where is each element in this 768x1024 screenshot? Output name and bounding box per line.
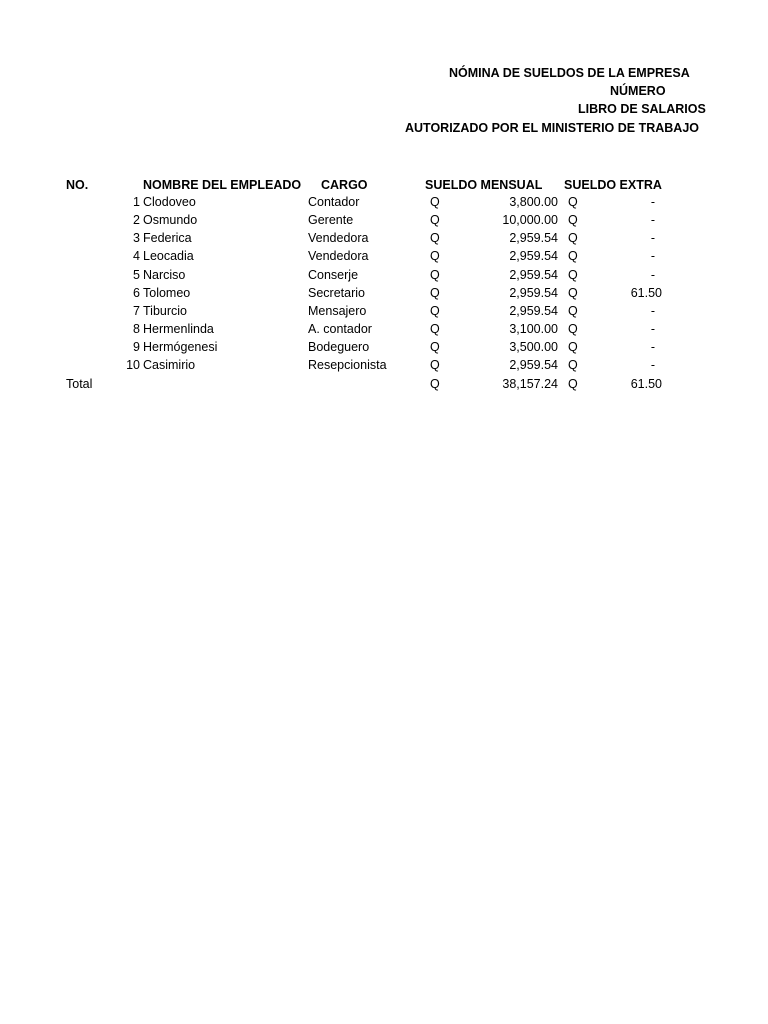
column-header-no[interactable]: NO.	[66, 178, 89, 192]
cell-cargo[interactable]: Vendedora	[308, 249, 369, 263]
table-total-row	[0, 375, 768, 393]
cell-currency-extra: Q	[568, 304, 578, 318]
cell-currency-sueldo: Q	[430, 286, 440, 300]
cell-currency-extra: Q	[568, 231, 578, 245]
cell-currency-extra: Q	[568, 322, 578, 336]
column-header-sueldo-extra[interactable]: SUELDO EXTRA	[564, 178, 662, 192]
cell-sueldo-extra[interactable]: -	[650, 304, 655, 318]
cell-sueldo-mensual[interactable]: 10,000.00	[502, 213, 558, 227]
table-row	[0, 247, 768, 265]
cell-sueldo-extra[interactable]: -	[650, 195, 655, 209]
total-label[interactable]: Total	[66, 377, 93, 391]
cell-sueldo-mensual[interactable]: 2,959.54	[509, 304, 558, 318]
cell-currency-sueldo: Q	[430, 340, 440, 354]
report-header	[300, 64, 706, 144]
cell-no[interactable]: 10	[126, 358, 140, 372]
cell-currency-sueldo: Q	[430, 358, 440, 372]
cell-no[interactable]: 5	[133, 268, 140, 282]
cell-nombre[interactable]: Narciso	[143, 268, 186, 282]
cell-currency-extra: Q	[568, 213, 578, 227]
table-row	[0, 302, 768, 320]
cell-sueldo-mensual[interactable]: 2,959.54	[509, 286, 558, 300]
cell-currency-sueldo: Q	[430, 249, 440, 263]
cell-nombre[interactable]: Clodoveo	[143, 195, 196, 209]
header-authorization: AUTORIZADO POR EL MINISTERIO DE TRABAJO	[405, 121, 700, 135]
cell-currency-extra: Q	[568, 358, 578, 372]
table-row	[0, 284, 768, 302]
cell-no[interactable]: 9	[133, 340, 140, 354]
cell-sueldo-mensual[interactable]: 3,800.00	[509, 195, 558, 209]
total-currency-sueldo: Q	[430, 377, 440, 391]
cell-cargo[interactable]: Secretario	[308, 286, 365, 300]
cell-sueldo-mensual[interactable]: 2,959.54	[509, 231, 558, 245]
cell-sueldo-extra[interactable]: -	[650, 358, 655, 372]
cell-currency-extra: Q	[568, 340, 578, 354]
table-row	[0, 266, 768, 284]
cell-nombre[interactable]: Federica	[143, 231, 192, 245]
cell-currency-sueldo: Q	[430, 304, 440, 318]
cell-no[interactable]: 3	[133, 231, 140, 245]
column-header-sueldo-mensual[interactable]: SUELDO MENSUAL	[425, 178, 543, 192]
total-sueldo-extra[interactable]: 61.50	[630, 377, 662, 391]
cell-sueldo-mensual[interactable]: 2,959.54	[509, 249, 558, 263]
cell-sueldo-extra[interactable]: -	[650, 231, 655, 245]
header-number: NÚMERO	[610, 84, 666, 98]
cell-cargo[interactable]: Vendedora	[308, 231, 369, 245]
table-header-row	[0, 176, 768, 194]
cell-currency-sueldo: Q	[430, 231, 440, 245]
header-book: LIBRO DE SALARIOS	[578, 102, 706, 116]
cell-nombre[interactable]: Leocadia	[143, 249, 194, 263]
cell-sueldo-extra[interactable]: 61.50	[630, 286, 662, 300]
cell-nombre[interactable]: Casimirio	[143, 358, 196, 372]
cell-sueldo-extra[interactable]: -	[650, 322, 655, 336]
table-row	[0, 338, 768, 356]
cell-cargo[interactable]: Conserje	[308, 268, 359, 282]
cell-currency-extra: Q	[568, 286, 578, 300]
header-company-title: NÓMINA DE SUELDOS DE LA EMPRESA	[449, 66, 690, 80]
table-row	[0, 229, 768, 247]
cell-currency-extra: Q	[568, 268, 578, 282]
cell-no[interactable]: 7	[133, 304, 140, 318]
cell-nombre[interactable]: Osmundo	[143, 213, 198, 227]
total-sueldo-mensual[interactable]: 38,157.24	[502, 377, 558, 391]
cell-no[interactable]: 4	[133, 249, 140, 263]
cell-currency-sueldo: Q	[430, 268, 440, 282]
cell-cargo[interactable]: Contador	[308, 195, 360, 209]
cell-no[interactable]: 6	[133, 286, 140, 300]
cell-currency-sueldo: Q	[430, 213, 440, 227]
cell-nombre[interactable]: Tiburcio	[143, 304, 187, 318]
table-row	[0, 193, 768, 211]
table-row	[0, 356, 768, 374]
cell-cargo[interactable]: Resepcionista	[308, 358, 387, 372]
table-row	[0, 211, 768, 229]
cell-sueldo-mensual[interactable]: 3,500.00	[509, 340, 558, 354]
cell-nombre[interactable]: Tolomeo	[143, 286, 191, 300]
table-row	[0, 320, 768, 338]
cell-no[interactable]: 1	[133, 195, 140, 209]
cell-sueldo-mensual[interactable]: 2,959.54	[509, 268, 558, 282]
cell-cargo[interactable]: Mensajero	[308, 304, 367, 318]
cell-sueldo-extra[interactable]: -	[650, 268, 655, 282]
cell-cargo[interactable]: A. contador	[308, 322, 372, 336]
cell-sueldo-extra[interactable]: -	[650, 340, 655, 354]
cell-no[interactable]: 8	[133, 322, 140, 336]
column-header-cargo[interactable]: CARGO	[321, 178, 368, 192]
cell-sueldo-extra[interactable]: -	[650, 213, 655, 227]
cell-currency-extra: Q	[568, 195, 578, 209]
cell-sueldo-extra[interactable]: -	[650, 249, 655, 263]
cell-currency-sueldo: Q	[430, 322, 440, 336]
column-header-nombre[interactable]: NOMBRE DEL EMPLEADO	[143, 178, 302, 192]
cell-nombre[interactable]: Hermógenesi	[143, 340, 218, 354]
cell-cargo[interactable]: Bodeguero	[308, 340, 370, 354]
cell-sueldo-mensual[interactable]: 2,959.54	[509, 358, 558, 372]
cell-nombre[interactable]: Hermenlinda	[143, 322, 214, 336]
cell-no[interactable]: 2	[133, 213, 140, 227]
cell-currency-sueldo: Q	[430, 195, 440, 209]
total-currency-extra: Q	[568, 377, 578, 391]
cell-cargo[interactable]: Gerente	[308, 213, 354, 227]
cell-currency-extra: Q	[568, 249, 578, 263]
cell-sueldo-mensual[interactable]: 3,100.00	[509, 322, 558, 336]
